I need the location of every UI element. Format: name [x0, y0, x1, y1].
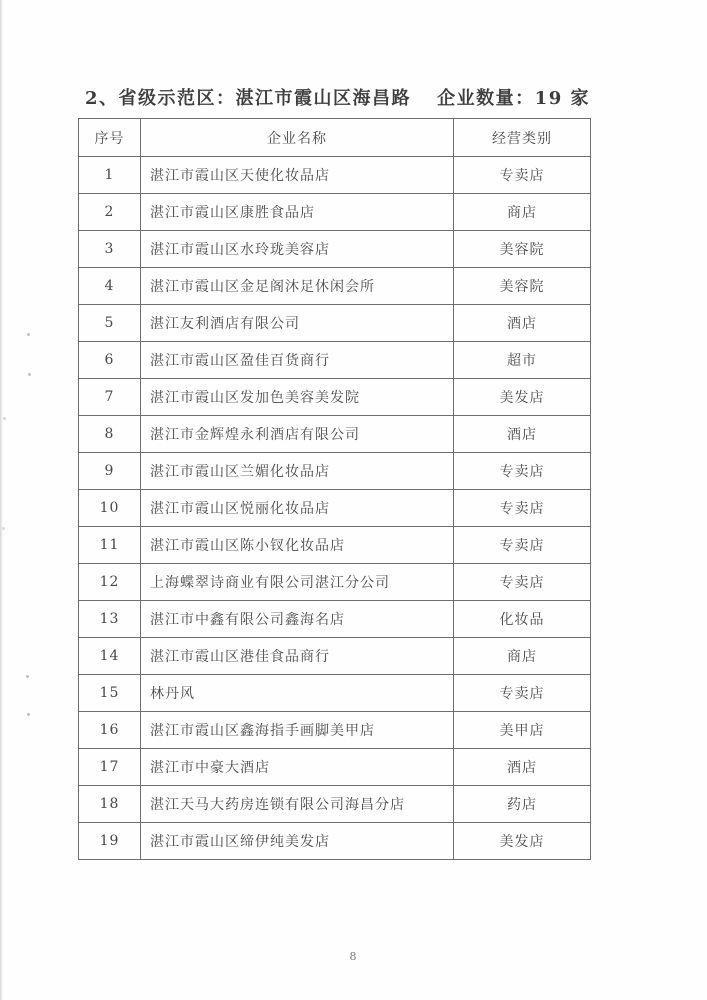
table-row	[79, 490, 591, 527]
cell-business-category: 酒店	[454, 749, 591, 786]
cell-enterprise-name: 湛江市霞山区发加色美容美发院	[141, 379, 454, 416]
cell-business-category: 专卖店	[454, 453, 591, 490]
cell-enterprise-name: 上海蝶翠诗商业有限公司湛江分公司	[141, 564, 454, 601]
cell-enterprise-name: 林丹风	[141, 675, 454, 712]
cell-serial-number: 7	[79, 379, 141, 416]
cell-business-category: 超市	[454, 342, 591, 379]
scan-speck	[3, 417, 6, 420]
header-enterprise-name: 企业名称	[141, 119, 454, 157]
table-row	[79, 342, 591, 379]
cell-business-category: 专卖店	[454, 490, 591, 527]
section-title-right: 企业数量：19 家	[437, 88, 590, 109]
table-row	[79, 712, 591, 749]
table-row	[79, 231, 591, 268]
table-row	[79, 527, 591, 564]
header-serial-number: 序号	[79, 119, 141, 157]
cell-serial-number: 15	[79, 675, 141, 712]
cell-enterprise-name: 湛江天马大药房连锁有限公司海昌分店	[141, 786, 454, 823]
cell-serial-number: 11	[79, 527, 141, 564]
cell-business-category: 酒店	[454, 305, 591, 342]
cell-business-category: 专卖店	[454, 675, 591, 712]
table-row	[79, 268, 591, 305]
table-body	[79, 157, 591, 860]
cell-business-category: 酒店	[454, 416, 591, 453]
table-row	[79, 601, 591, 638]
cell-serial-number: 18	[79, 786, 141, 823]
cell-business-category: 药店	[454, 786, 591, 823]
table-row	[79, 157, 591, 194]
section-title-left: 2、省级示范区：湛江市霞山区海昌路	[85, 88, 412, 109]
scan-speck	[27, 333, 30, 336]
cell-business-category: 美发店	[454, 823, 591, 860]
cell-serial-number: 1	[79, 157, 141, 194]
cell-serial-number: 10	[79, 490, 141, 527]
cell-enterprise-name: 湛江市霞山区港佳食品商行	[141, 638, 454, 675]
enterprise-table	[78, 118, 591, 860]
cell-enterprise-name: 湛江市霞山区悦丽化妆品店	[141, 490, 454, 527]
cell-enterprise-name: 湛江市霞山区鑫海指手画脚美甲店	[141, 712, 454, 749]
cell-enterprise-name: 湛江市霞山区陈小钗化妆品店	[141, 527, 454, 564]
cell-serial-number: 14	[79, 638, 141, 675]
table-header-row	[79, 119, 591, 157]
cell-serial-number: 8	[79, 416, 141, 453]
cell-enterprise-name: 湛江市霞山区金足阁沐足休闲会所	[141, 268, 454, 305]
scan-speck	[28, 373, 31, 376]
cell-enterprise-name: 湛江市霞山区兰媚化妆品店	[141, 453, 454, 490]
cell-enterprise-name: 湛江市霞山区缔伊纯美发店	[141, 823, 454, 860]
table-row	[79, 823, 591, 860]
cell-serial-number: 17	[79, 749, 141, 786]
cell-business-category: 商店	[454, 194, 591, 231]
cell-enterprise-name: 湛江市中鑫有限公司鑫海名店	[141, 601, 454, 638]
cell-business-category: 专卖店	[454, 564, 591, 601]
cell-enterprise-name: 湛江友利酒店有限公司	[141, 305, 454, 342]
cell-serial-number: 2	[79, 194, 141, 231]
cell-business-category: 美甲店	[454, 712, 591, 749]
cell-business-category: 美容院	[454, 268, 591, 305]
scan-speck	[27, 713, 30, 716]
cell-enterprise-name: 湛江市霞山区水玲珑美容店	[141, 231, 454, 268]
cell-enterprise-name: 湛江市霞山区盈佳百货商行	[141, 342, 454, 379]
cell-serial-number: 4	[79, 268, 141, 305]
table-row	[79, 416, 591, 453]
header-business-category: 经营类别	[454, 119, 591, 157]
cell-enterprise-name: 湛江市中豪大酒店	[141, 749, 454, 786]
table-row	[79, 379, 591, 416]
page-number: 8	[349, 950, 358, 963]
scan-speck	[26, 675, 29, 678]
table-row	[79, 786, 591, 823]
cell-enterprise-name: 湛江市霞山区天使化妆品店	[141, 157, 454, 194]
table-row	[79, 675, 591, 712]
cell-serial-number: 6	[79, 342, 141, 379]
table-row	[79, 638, 591, 675]
cell-business-category: 化妆品	[454, 601, 591, 638]
scan-edge-shadow	[0, 0, 3, 1000]
table-row	[79, 453, 591, 490]
table-row	[79, 194, 591, 231]
cell-serial-number: 16	[79, 712, 141, 749]
cell-business-category: 商店	[454, 638, 591, 675]
cell-serial-number: 5	[79, 305, 141, 342]
cell-serial-number: 19	[79, 823, 141, 860]
cell-enterprise-name: 湛江市霞山区康胜食品店	[141, 194, 454, 231]
cell-business-category: 美容院	[454, 231, 591, 268]
table-row	[79, 749, 591, 786]
cell-serial-number: 3	[79, 231, 141, 268]
cell-business-category: 美发店	[454, 379, 591, 416]
table-row	[79, 564, 591, 601]
section-title	[85, 84, 590, 110]
cell-business-category: 专卖店	[454, 527, 591, 564]
cell-serial-number: 9	[79, 453, 141, 490]
cell-serial-number: 13	[79, 601, 141, 638]
cell-serial-number: 12	[79, 564, 141, 601]
table-row	[79, 305, 591, 342]
cell-enterprise-name: 湛江市金辉煌永利酒店有限公司	[141, 416, 454, 453]
scan-speck	[2, 527, 5, 530]
cell-business-category: 专卖店	[454, 157, 591, 194]
